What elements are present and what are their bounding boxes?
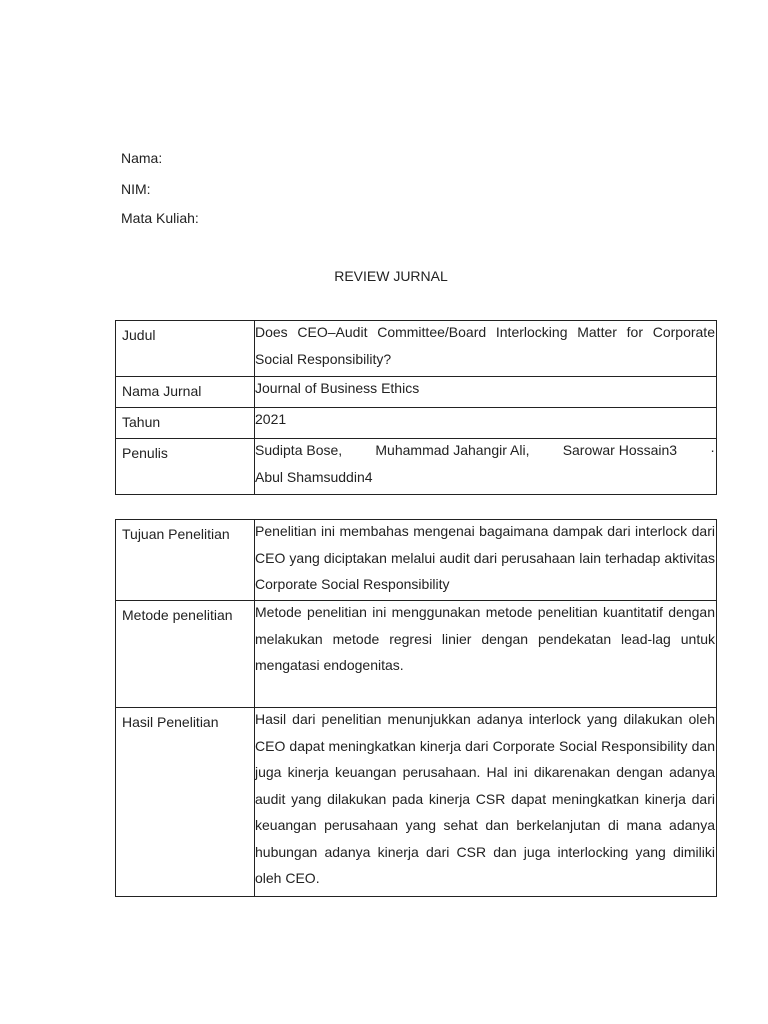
table-row-judul: [116, 321, 717, 377]
row-label-tujuan: Tujuan Penelitian: [116, 520, 255, 601]
author-line-2: Abul Shamsuddin4: [255, 468, 373, 485]
nama-jurnal-text: Journal of Business Ethics: [255, 380, 420, 396]
table-row-hasil: [116, 708, 717, 897]
row-label-judul: Judul: [116, 321, 255, 377]
penulis-text: [255, 437, 715, 490]
page-title: REVIEW JURNAL: [334, 268, 448, 284]
table-row-metode: [116, 601, 717, 708]
table-row-penulis: [116, 439, 717, 495]
tahun-text: 2021: [255, 411, 287, 427]
field-mata-kuliah: Mata Kuliah:: [121, 210, 199, 226]
row-value-nama-jurnal: [255, 377, 717, 408]
field-nim: NIM:: [121, 181, 151, 197]
row-value-judul: [255, 321, 717, 377]
author-separator: ·: [710, 442, 715, 458]
row-value-hasil: [255, 708, 717, 897]
row-value-penulis: [255, 439, 717, 495]
row-label-metode: Metode penelitian: [116, 601, 255, 708]
row-value-tahun: [255, 408, 717, 439]
hasil-text: Hasil dari penelitian menunjukkan adanya interlock yang dilakukan oleh CEO dapat meningkatkan kinerja dari Corporate Social Responsibility dan juga kinerja keuangan perusahaan. Hal ini dikarenakan dengan adanya audit yang dilakukan pada kinerja CSR dapat meningkatkan kinerja dari keuangan perusahaan yang sehat dan berkelanjutan di mana adanya hubungan adanya kinerja dari CSR dan juga interlocking yang dimiliki oleh CEO.: [255, 711, 715, 886]
author-1: Sudipta Bose,: [255, 442, 343, 458]
table-row-nama-jurnal: [116, 377, 717, 408]
tujuan-text: Penelitian ini membahas mengenai bagaimana dampak dari interlock dari CEO yang diciptakan melalui audit dari perusahaan lain terhadap aktivitas Corporate Social Responsibility: [255, 523, 715, 592]
metode-text: Metode penelitian ini menggunakan metode penelitian kuantitatif dengan melakukan metode regresi linier dengan pendekatan lead-lag untuk mengatasi endogenitas.: [255, 604, 715, 673]
author-3: Sarowar Hossain3: [562, 442, 678, 458]
author-line-1: [255, 437, 715, 464]
table-row-tahun: [116, 408, 717, 439]
row-label-penulis: Penulis: [116, 439, 255, 495]
row-label-hasil: Hasil Penelitian: [116, 708, 255, 897]
row-label-tahun: Tahun: [116, 408, 255, 439]
table-row-tujuan: [116, 520, 717, 601]
field-nama: Nama:: [121, 150, 163, 166]
row-value-tujuan: [255, 520, 717, 601]
judul-text: Does CEO–Audit Committee/Board Interlocking Matter for Corporate Social Responsibility?: [255, 324, 715, 367]
row-label-nama-jurnal: Nama Jurnal: [116, 377, 255, 408]
journal-info-table: [115, 320, 717, 495]
review-content-table: [115, 519, 717, 897]
author-2: Muhammad Jahangir Ali,: [375, 442, 530, 458]
row-value-metode: [255, 601, 717, 708]
